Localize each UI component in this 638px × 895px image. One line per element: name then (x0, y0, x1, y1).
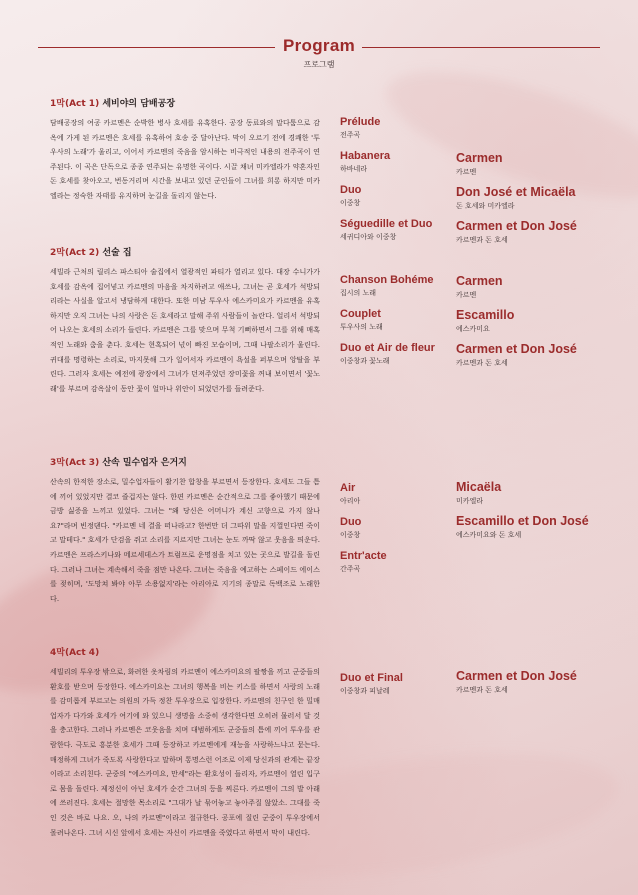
number-title: Duo et Air de fleur (340, 342, 435, 354)
number-title: Duo et Final (340, 672, 403, 684)
act-3-name: 산속 밀수업자 은거지 (102, 458, 187, 468)
role-title: Carmen et Don José (456, 219, 577, 233)
role-item (456, 307, 577, 341)
role-title: Escamillo (456, 308, 515, 322)
role-subtitle: 미카엘라 (456, 497, 484, 505)
act-2-heading (50, 245, 320, 258)
number-item (340, 149, 432, 183)
role-subtitle: 돈 호세와 미카엘라 (456, 202, 515, 210)
role-subtitle: 카르멘과 돈 호세 (456, 236, 508, 244)
number-item (340, 115, 432, 149)
page-header (0, 34, 638, 74)
role-subtitle: 카르멘과 돈 호세 (456, 359, 508, 367)
act-2-numbers (340, 273, 435, 375)
number-subtitle: 전주곡 (340, 131, 361, 139)
number-subtitle: 이중창과 피날레 (340, 687, 390, 695)
number-subtitle: 집시의 노래 (340, 289, 377, 297)
act-1-number: 1막(Act 1) (50, 99, 100, 109)
role-item (456, 479, 589, 513)
role-title: Carmen et Don José (456, 342, 577, 356)
act-3-roles (456, 479, 589, 547)
act-4-synopsis: 세빌리의 투우장 밖으로, 화려한 옷차림의 카르멘이 에스카미요의 팔짱을 끼고 군중들의 환호를 받으며 등장한다. 에스카미요는 그녀의 행복을 비는 키스를 하면서 사랑의 노래를 감미롭게 부르고는 의원의 가득 정찬 투우장으로 입장한다. 카르멘의 친구인 한 밀매업자가 다가와 호세가 여기에 와 있으니 생명을 소중히 생각한다면 오히려 물러서 달 것을 충고한다. 그러나 카르멘은 코웃음을 치며 대범하게도 군중들의 틈에 끼어 투우를 관람한다. 극도로 흥분한 호세가 그때 등장하고 카르멘에게 재능을 사랑하느냐고 묻는다. 매정하게 그녀가 죽도록 사랑한다고 말하며 통명스런 어조로 이제 당신과의 관계는 끝장이라고 소리친다. 군중의 "에스카미요, 만세"라는 환호성이 들리자, 카르멘이 열린 입구로 몸을 돌린다. 제정신이 아닌 호세가 순간 그녀의 등을 찌른다. 카르멘이 그의 발 아래에 쓰러진다. 호세는 절망한 목소리로 "그대가 날 묶어놓고 놓아주질 않았소. 그대를 죽인 것은 바로 나요. 오, 나의 카르멘"이라고 절규한다. 공포에 질린 군중이 투우장에서 몰려나온다. 그녀 시신 앞에서 호세는 자신이 카르멘을 죽였다고 하면서 막이 내린다. (50, 667, 320, 837)
number-subtitle: 간주곡 (340, 565, 361, 573)
number-item (340, 515, 387, 549)
role-item (456, 218, 577, 252)
role-title: Carmen (456, 151, 503, 165)
act-2-number: 2막(Act 2) (50, 248, 100, 258)
number-item (340, 549, 387, 583)
number-title: Couplet (340, 308, 381, 320)
number-title: Duo (340, 184, 362, 196)
act-2-section (50, 245, 320, 396)
role-title: Don José et Micaëla (456, 185, 576, 199)
number-subtitle: 아리아 (340, 497, 361, 505)
act-2-synopsis: 세빌라 근처의 릴리스 파스티아 술집에서 열광적인 파티가 열리고 있다. 대장 수니가가 호세를 감옥에 집어넣고 카르멘의 마음을 차지하려고 애쓰나, 그녀는 곧 호세가 석방되리라는 사실을 알고서 냉담하게 대한다. 또한 미남 투우사 에스카미요가 카르멘을 유혹하지만 오직 그녀는 나의 사랑은 돈 호세라고 말해 주위 사람들이 놀란다. 얼리서 석방되어 나오는 호세의 소리가 들린다. 카르멘은 그를 맞으며 무척 기뻐하면서 그를 위해 매혹적인 노래와 춤을 춘다. 호세는 현혹되어 넋이 빠진 모습이며, 그때 나팔소리가 울린다. 귀대를 명령하는 소리로, 마지못해 그가 일어서자 카르멘이 욕설을 퍼부으며 앙탈을 부린다. 그러자 호세는 예전에 광장에서 그녀가 던져주었던 장미꽃을 꺼내 보이면서 '꽃노래'를 부르며 감옥살이 동안 꽃이 얼마나 위안이 되었던가를 들려준다. (50, 267, 320, 393)
act-4-roles (456, 668, 577, 702)
role-title: Micaëla (456, 480, 502, 494)
act-1-section (50, 96, 320, 204)
act-3-synopsis: 산속의 한적한 장소로, 밀수업자들이 활기찬 합창을 부르면서 등장한다. 호세도 그들 틈에 끼어 있었지만 결코 즐겁지는 않다. 한편 카르멘은 순간적으로 그를 좋아했기 때문에 금방 싫증을 느끼고 있었다. 그녀는 "왜 당신은 어머니가 계신 고향으로 가지 않나요?"라며 빈정댄다. "카르멘 네 결을 떠나라고? 한번만 더 그따위 말을 지껄인다면 죽이고 말테다." 호세가 단검을 쥐고 소리를 지르지만 그녀는 눈도 까딱 않고 웃음을 띄운다. 카르멘은 프라스키나와 메르세데스가 트럼프로 운명점을 치고 있는 곳으로 발길을 돌린다. 그러나 그녀는 계속해서 죽을 점만 나온다. 그녀는 죽음을 예고하는 스페이드 에이스를 젖히며, '도망쳐 봐야 아무 소용없지'라는 아리아로 지기의 종말로 독백조로 노래한다. (50, 477, 320, 603)
number-subtitle: 이중창 (340, 531, 361, 539)
act-1-name: 세비야의 담배공장 (102, 99, 176, 109)
role-title: Carmen et Don José (456, 669, 577, 683)
number-title: Duo (340, 516, 362, 528)
act-2-roles (456, 273, 577, 375)
role-subtitle: 카르멘과 돈 호세 (456, 686, 508, 694)
number-item (340, 341, 435, 375)
role-subtitle: 에스카미요와 돈 호세 (456, 531, 522, 539)
number-title: Air (340, 482, 356, 494)
number-item (340, 481, 387, 515)
act-4-number: 4막(Act 4) (50, 648, 100, 658)
act-4-numbers (340, 671, 403, 705)
number-title: Prélude (340, 116, 381, 128)
role-title: Carmen (456, 274, 503, 288)
act-1-numbers (340, 115, 432, 251)
number-item (340, 183, 432, 217)
act-3-heading (50, 455, 320, 468)
act-3-section (50, 455, 320, 606)
act-3-number: 3막(Act 3) (50, 458, 100, 468)
act-2-name: 선술 집 (102, 248, 132, 258)
role-item (456, 273, 577, 307)
number-subtitle: 이중창과 꽃노래 (340, 357, 390, 365)
act-4-heading (50, 645, 320, 658)
act-4-section (50, 645, 320, 840)
role-item (456, 668, 577, 702)
role-subtitle: 카르멘 (456, 168, 477, 176)
number-title: Entr'acte (340, 550, 387, 562)
act-1-heading (50, 96, 320, 109)
role-subtitle: 카르멘 (456, 291, 477, 299)
page-title: Program (282, 36, 355, 55)
act-1-roles (456, 150, 577, 252)
act-1-synopsis: 담배공장의 여공 카르멘은 순박한 병사 호세를 유혹한다. 공장 동료와의 말다툼으로 감옥에 가게 된 카르멘은 호세를 유혹하여 호송 중 달아난다. 막이 오르기 전에 경쾌한 '투우사의 노래'가 울리고, 이어서 카르멘의 죽음을 암시하는 비극적인 내용의 전주곡이 연주된다. 이 곡은 단독으로 종종 연주되는 유명한 곡이다. 시끌 채녀 미카엘라가 약혼자인 돈 호세를 찾아오고, 번동거리며 시간을 보내고 있던 군인들이 그녀를 희롱 하지만 미카엘라는 정숙한 자태를 유지하며 눈길을 돌리지 않는다. (50, 118, 320, 200)
number-title: Chanson Bohéme (340, 274, 434, 286)
number-item (340, 273, 435, 307)
role-item (456, 150, 577, 184)
role-item (456, 184, 577, 218)
role-item (456, 513, 589, 547)
role-subtitle: 에스카미요 (456, 325, 490, 333)
number-subtitle: 이중창 (340, 199, 361, 207)
page-subtitle: 프로그램 (303, 60, 335, 69)
role-item (456, 341, 577, 375)
number-item (340, 671, 403, 705)
number-title: Séguedille et Duo (340, 218, 433, 230)
number-subtitle: 투우사의 노래 (340, 323, 383, 331)
act-3-numbers (340, 481, 387, 583)
number-subtitle: 하바네라 (340, 165, 368, 173)
number-item (340, 217, 432, 251)
role-title: Escamillo et Don José (456, 514, 589, 528)
number-title: Habanera (340, 150, 391, 162)
number-item (340, 307, 435, 341)
number-subtitle: 세귀디아와 이중창 (340, 233, 397, 241)
